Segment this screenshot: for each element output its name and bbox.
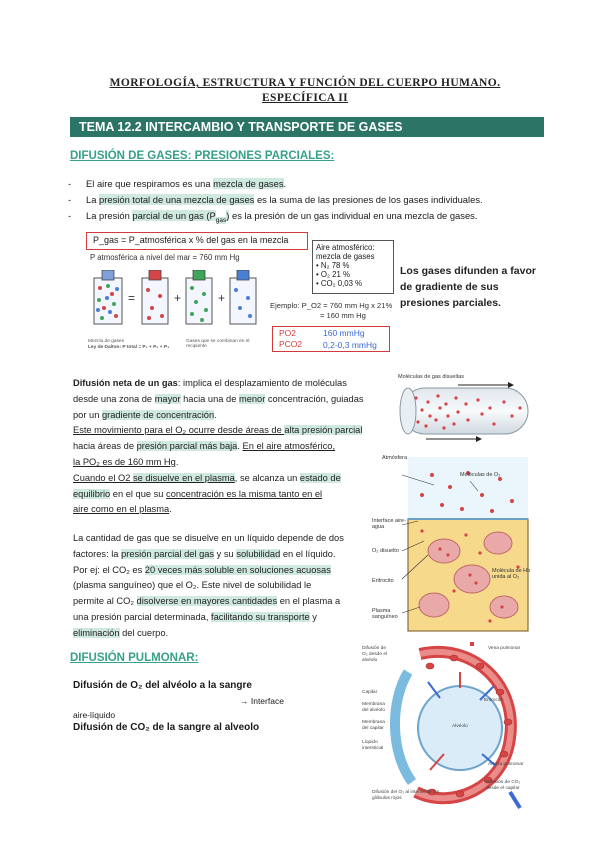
label-o2-dissolved: O₂ disuelto <box>372 548 399 554</box>
jar-red <box>142 270 168 324</box>
svg-text:+: + <box>218 291 226 305</box>
label-erythrocyte: Eritrocito <box>372 578 394 584</box>
jar-green <box>186 270 212 324</box>
gradient-note: Los gases difunden a favor de gradiente de sus presiones parciales. <box>400 265 536 309</box>
jar-blue <box>230 270 256 324</box>
o2-diffusion-line: Difusión de O₂ del alvéolo a la sangre <box>73 680 252 691</box>
svg-text:=: = <box>128 291 136 305</box>
bullet-item: - La presión total de una mezcla de gases es la suma de las presiones de los gases individuales. <box>68 192 548 208</box>
bullet-item: - La presión parcial de un gas $(P_{gas})$ es la presión de un gas individual en una mezcla de gases. <box>68 208 548 229</box>
interface-continuation: aire-líquido <box>73 710 116 720</box>
formula-box: P_gas = P_atmosférica x % del gas en la mezcla <box>86 232 308 250</box>
example-calculation: Ejemplo: P_O2 = 760 mm Hg x 21% = 160 mm Hg <box>270 301 393 320</box>
interface-arrow-text: → Interface <box>240 696 284 706</box>
pressure-values-box: PO2 160 mmHg PCO2 0,2-0,3 mmHg <box>272 326 390 352</box>
mixture-jar <box>94 270 122 324</box>
alv-label-alveolus: Alvéolo <box>452 724 468 729</box>
co2-diffusion-line: Difusión de CO₂ de la sangre al alveolo <box>73 722 260 733</box>
tube-label: Moléculas de gas disueltas <box>398 374 465 380</box>
dalton-jars-figure <box>92 270 272 338</box>
alv-label-capillary-membrane: Membrana del capilar <box>362 720 385 731</box>
figure-caption-right: Gases que se combinan en el recipiente <box>186 339 250 349</box>
alv-label-co2-diffusion: Difusión de CO₂ desde el capilar <box>486 780 521 791</box>
bullet-item: - El aire que respiramos es una mezcla de gases. <box>68 176 548 192</box>
net-diffusion-paragraph: Difusión neta de un gas: implica el desplazamiento de moléculas desde una zona de mayor hacia una de menor concentración, guiadas por un gradiente de concentración. Este movimiento para el O₂ ocurre desde áreas de alta presión parcial hacia áreas de presión parcial más baja. En el aire atmosférico, la PO₂ es de 160 mm Hg. Cuando el O2 se disuelve en el plasma, se alcanza un estado de equilibrio en el que su concentración es la misma tanto en el aire como en el plasma. <box>73 378 364 515</box>
gas-tube-figure <box>396 382 534 442</box>
label-interface: Interface aire-agua <box>372 518 406 530</box>
patm-text: P atmosférica a nivel del mar = 760 mm Hg <box>90 253 240 262</box>
section-heading-partial-pressures: DIFUSIÓN DE GASES: PRESIONES PARCIALES: <box>70 150 335 162</box>
label-plasma: Plasma sanguíneo <box>372 608 398 620</box>
document-title <box>70 76 540 106</box>
title-line-2: ESPECÍFICA II <box>261 92 349 104</box>
figure-caption-left: Mezcla de gases Ley de Dalton: P total = P₁ + P₂ + P₃ <box>88 339 170 350</box>
alv-label-interstitial: Líquido intersticial <box>362 740 384 751</box>
section-heading-pulmonary: DIFUSIÓN PULMONAR: <box>70 652 199 664</box>
alv-label-o2-to-rbc: Difusión del O₂ al interior de los glóbulos rojos <box>372 790 440 801</box>
alv-label-capillary: Capilar <box>362 690 378 695</box>
svg-text:+: + <box>174 291 182 305</box>
alv-label-pulmonary-artery: Arteria pulmonar <box>488 762 524 767</box>
topic-banner <box>70 117 544 137</box>
label-o2-molecules: Moléculas de O₂ <box>460 472 501 478</box>
label-atmosphere: Atmósfera <box>382 455 408 461</box>
label-hb-o2: Molécula de Hb unida al O₂ <box>492 568 531 580</box>
alv-label-pulmonary-vein: Vena pulmonar <box>488 646 521 651</box>
alv-label-o2-diffusion: Difusión de O₂ desde el alvéolo <box>362 646 388 663</box>
solubility-paragraph: La cantidad de gas que se disuelve en un líquido depende de dos factores: la presión parcial del gas y su solubilidad en el líquido. Por ej: el CO₂ es 20 veces más soluble en soluciones acuosas (plasma sanguíneo) que el O₂. Este nivel de solubilidad le permite al CO₂ disolverse en mayores cantidades en el plasma a una presión parcial determinada, facilitando su transporte y eliminación del cuerpo. <box>73 533 344 638</box>
bullet-list <box>68 176 548 229</box>
topic-title: TEMA 12.2 INTERCAMBIO Y TRANSPORTE DE GASES <box>79 120 403 134</box>
title-line-1: MORFOLOGÍA, ESTRUCTURA Y FUNCIÓN DEL CUERPO HUMANO. <box>109 77 501 89</box>
alv-label-erythrocyte: Eritrocito <box>484 698 503 703</box>
alv-label-alveolar-membrane: Membrana del alvéolo <box>362 702 385 713</box>
atmospheric-air-box: Aire atmosférico: mezcla de gases • N₂ 78 % • O₂ 21 % • CO₂ 0,03 % <box>312 240 394 294</box>
